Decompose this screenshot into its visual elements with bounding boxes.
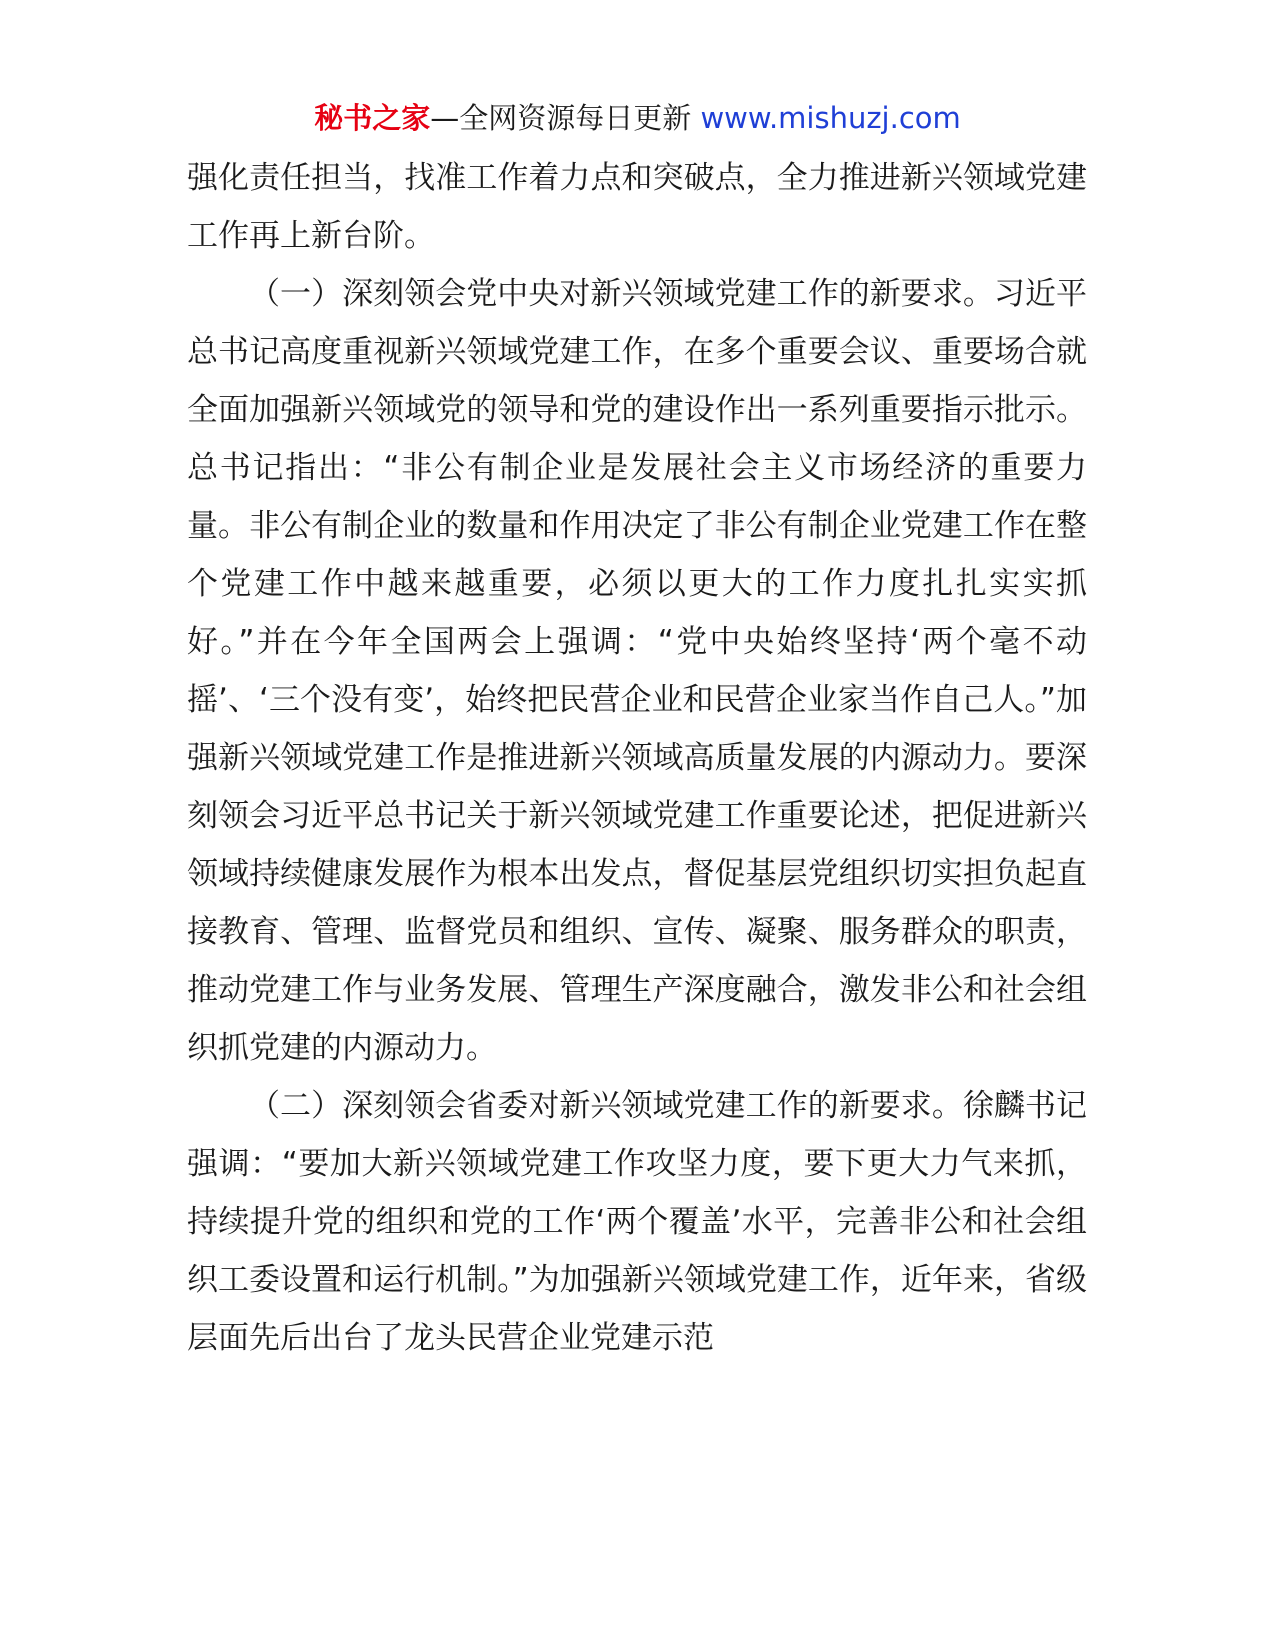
site-tagline: —全网资源每日更新 — [430, 101, 692, 135]
page-header — [0, 98, 1275, 138]
site-brand: 秘书之家 — [314, 101, 431, 135]
paragraph-section-one: （一）深刻领会党中央对新兴领域党建工作的新要求。习近平总书记高度重视新兴领域党建工作，在多个重要会议、重要场合就全面加强新兴领域党的领导和党的建设作出一系列重要指示批示。总书记指出：“非公有制企业是发展社会主义市场经济的重要力量。非公有制企业的数量和作用决定了非公有制企业党建工作在整个党建工作中越来越重要，必须以更大的工作力度扎扎实实抓好。”并在今年全国两会上强调：“党中央始终坚持‘两个毫不动摇’、‘三个没有变’，始终把民营企业和民营企业家当作自己人。”加强新兴领域党建工作是推进新兴领域高质量发展的内源动力。要深刻领会习近平总书记关于新兴领域党建工作重要论述，把促进新兴领域持续健康发展作为根本出发点，督促基层党组织切实担负起直接教育、管理、监督党员和组织、宣传、凝聚、服务群众的职责，推动党建工作与业务发展、管理生产深度融合，激发非公和社会组织抓党建的内源动力。 — [187, 276, 1087, 1066]
paragraph-continuation: 强化责任担当，找准工作着力点和突破点，全力推进新兴领域党建工作再上新台阶。 — [187, 160, 1087, 254]
site-url-link[interactable]: www.mishuzj.com — [700, 101, 961, 135]
document-body — [187, 149, 1087, 1367]
paragraph-section-two: （二）深刻领会省委对新兴领域党建工作的新要求。徐麟书记强调：“要加大新兴领域党建工作攻坚力度，要下更大力气来抓，持续提升党的组织和党的工作‘两个覆盖’水平，完善非公和社会组织工委设置和运行机制。”为加强新兴领域党建工作，近年来，省级层面先后出台了龙头民营企业党建示范 — [187, 1088, 1087, 1356]
